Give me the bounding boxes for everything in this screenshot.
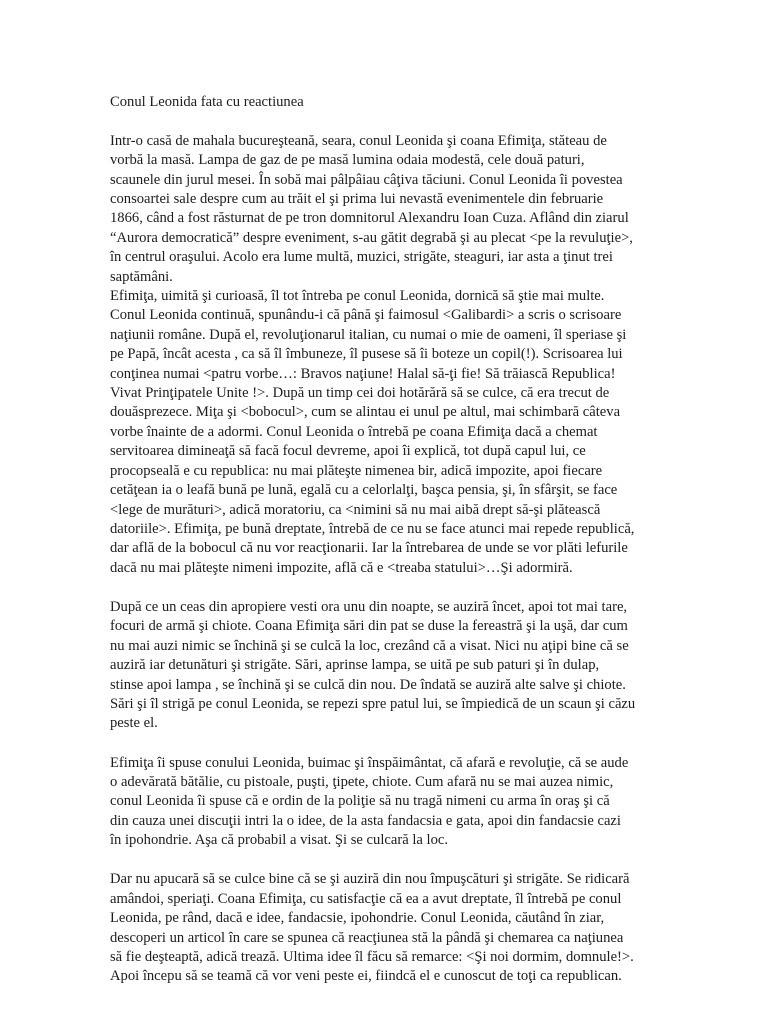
text-line: Efimiţa îi spuse conului Leonida, buimac şi înspăimântat, că afară e revoluţie, că se aude (110, 754, 629, 771)
paragraph (110, 598, 658, 734)
text-line: amândoi, speriaţi. Coana Efimiţa, cu satisfacţie că ea a avut dreptate, îl întrebă pe conul (110, 890, 622, 907)
text-line: Intr-o casă de mahala bucureşteană, seara, conul Leonida şi coana Efimiţa, stăteau de (110, 132, 607, 149)
paragraph-spacer (110, 578, 658, 598)
text-line: 1866, când a fost răsturnat de pe tron domnitorul Alexandru Ioan Cuza. Aflând din ziarul (110, 210, 629, 227)
text-line: focuri de armă şi chiote. Coana Efimiţa sări din pat se duse la fereastră şi la uşă, dar cum (110, 618, 628, 635)
text-line: cetăţean ia o leafă bună pe lună, egală cu a celorlalţi, başca pensia, şi, în sfârşit, se face (110, 482, 618, 499)
paragraph (110, 870, 658, 986)
text-line: să fie deşteaptă, adică trează. Ultima idee îl făcu să remarce: <Şi noi dormim, domnule!>. (110, 949, 634, 966)
text-line: naţiunii române. După el, revoluţionarul italian, cu numai o mie de oameni, îl speriase şi (110, 326, 627, 343)
text-line: Conul Leonida continuă, spunându-i că până şi faimosul <Galibardi> a scris o scrisoare (110, 307, 622, 324)
text-line: Vivat Prinţipatele Unite !>. După un timp cei doi hotărără să se culce, că era trecut de (110, 385, 610, 402)
text-line: descoperi un articol în care se spunea că reacţiunea stă la pândă şi chemarea ca naţiunea (110, 929, 624, 946)
text-line: pe Papă, încât acesta , ca să îl îmbuneze, îl pusese să îi boteze un copil(!). Scrisoarea lui (110, 346, 623, 363)
paragraphs (110, 132, 658, 987)
text-line: în ipohondrie. Aşa că probabil a visat. Şi se culcară la loc. (110, 832, 448, 849)
text-line: o adevărată bătălie, cu pistoale, puşti, ţipete, chiote. Cum afară nu se mai auzea nimic, (110, 773, 614, 790)
document-title: Conul Leonida fata cu reactiunea (110, 94, 304, 110)
text-line: <lege de murături>, adică moratoriu, ca <nimini să nu mai aibă drept să-şi plătească (110, 501, 601, 518)
title-spacer (110, 112, 658, 131)
text-line: conul Leonida îi spuse că e ordin de la poliţie să nu tragă nimeni cu arma în oraş şi că (110, 793, 610, 810)
text-line: Dar nu apucară să se culce bine că se şi auziră din nou împuşcături şi strigăte. Se ridicară (110, 871, 630, 888)
text-line: datoriile>. Efimiţa, pe bună dreptate, întrebă de ce nu se face atunci mai repede republică, (110, 520, 635, 537)
text-line: stinse apoi lampa , se închină şi se culcă din nou. De îndată se auziră alte salve şi chiote. (110, 676, 626, 693)
paragraph-spacer (110, 851, 658, 871)
text-line: în centrul oraşului. Acolo era lume multă, muzici, strigăte, steaguri, iar asta a ţinut trei (110, 249, 613, 266)
text-line: “Aurora democratică” despre eveniment, s-au gătit degrabă şi au plecat <pe la revuluţie>, (110, 229, 633, 246)
text-line: peste el. (110, 715, 158, 732)
text-line: dacă nu mai plăteşte nimeni impozite, află că e <treaba statului>…Şi adormiră. (110, 559, 573, 576)
text-line: din cauza unei discuţii intri la o idee, de la asta fandacsia e gata, apoi din fandacsie cazi (110, 812, 621, 829)
paragraph-spacer (110, 734, 658, 754)
document-body (110, 93, 658, 987)
text-line: vorbă la masă. Lampa de gaz de pe masă lumina odaia modestă, cele două paturi, (110, 152, 585, 169)
text-line: vorbe înainte de a adormi. Conul Leonida o întrebă pe coana Efimiţa dacă a chemat (110, 423, 598, 440)
text-line: saptămâni. (110, 268, 173, 285)
text-line: dar află de la bobocul că nu vor reacţionarii. Iar la întrebarea de unde se vor plăti lefurile (110, 540, 628, 557)
text-line: consoartei sale despre cum au trăit el şi prima lui nevastă evenimentele din februarie (110, 191, 604, 208)
text-line: Apoi începu să se teamă că vor veni peste ei, fiindcă el e cunoscut de toţi ca republican. (110, 968, 622, 985)
text-line: Sări şi îl strigă pe conul Leonida, se repezi spre patul lui, se împiedică de un scaun şi căzu (110, 695, 636, 712)
text-line: servitoarea dimineaţă să facă focul devreme, apoi îi explică, tot după capul lui, ce (110, 443, 586, 460)
paragraph (110, 754, 658, 851)
text-line: auziră iar detunături şi strigăte. Sări, aprinse lampa, se uită pe sub paturi şi în dulap, (110, 657, 600, 674)
text-line: După ce un ceas din apropiere vesti ora unu din noapte, se auziră încet, apoi tot mai tare, (110, 598, 628, 615)
text-line: conţinea numai <patru vorbe…: Bravos naţiune! Halal să-ţi fie! Să trăiască Republica! (110, 365, 616, 382)
paragraph (110, 132, 658, 578)
text-line: Efimiţa, uimită şi curioasă, îl tot întreba pe conul Leonida, dornică să ştie mai multe. (110, 288, 605, 305)
text-line: Leonida, pe rând, dacă e idee, fandacsie, ipohondrie. Conul Leonida, căutând în ziar, (110, 910, 605, 927)
text-line: nu mai auzi nimic se închină şi se culcă la loc, crezând că a visat. Nici nu aţipi bine că se (110, 637, 629, 654)
text-line: douăsprezece. Miţa şi <bobocul>, cum se alintau ei unul pe altul, mai schimbară câteva (110, 404, 621, 421)
text-line: scaunele din jurul mesei. În sobă mai pâlpâiau câţiva tăciuni. Conul Leonida îi povestea (110, 171, 623, 188)
text-line: procopseală e cu republica: nu mai plăteşte nimenea bir, adică impozite, apoi fiecare (110, 462, 603, 479)
